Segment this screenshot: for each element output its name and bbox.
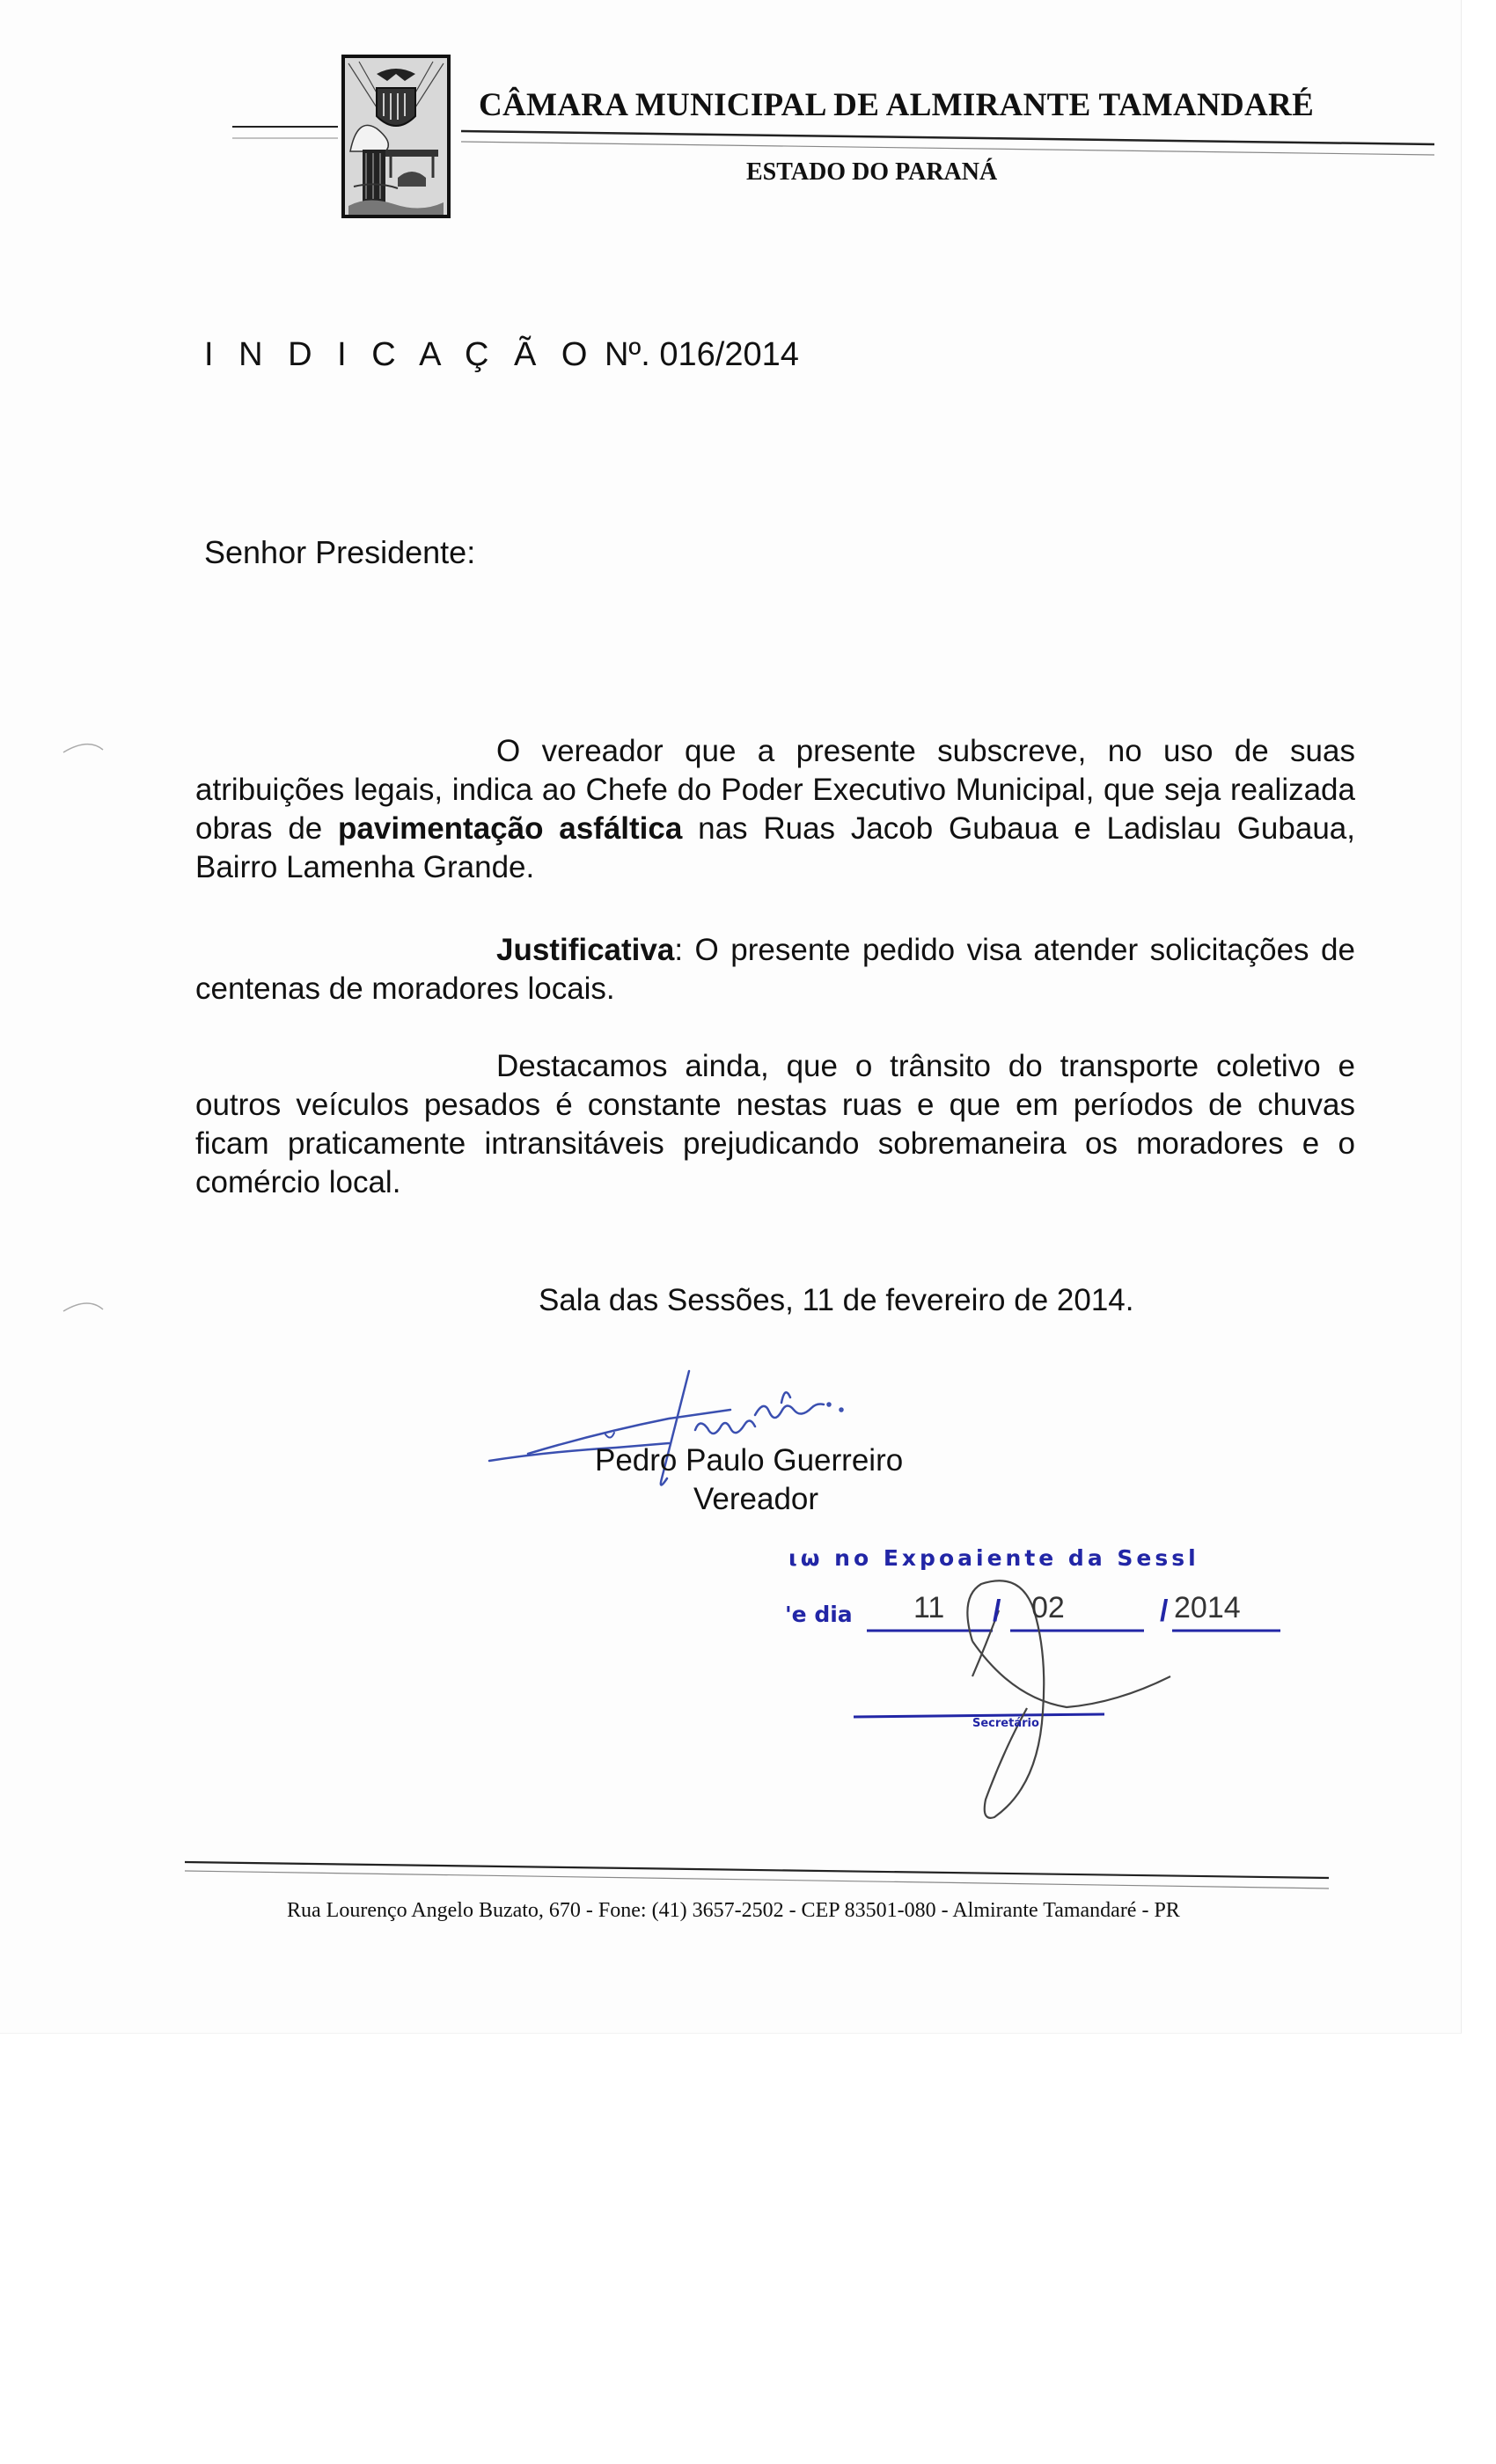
stamp-heading: ιω no Expoaiente da Sessl: [788, 1545, 1199, 1571]
salutation: Senhor Presidente:: [204, 534, 476, 570]
stamp-day: 11: [913, 1591, 945, 1624]
institution-name: CÂMARA MUNICIPAL DE ALMIRANTE TAMANDARÉ: [479, 87, 1315, 123]
stamp-year: 2014: [1174, 1591, 1241, 1624]
justification-label: Justificativa: [496, 933, 675, 967]
paragraph-additional-text: Destacamos ainda, que o trânsito do transporte coletivo e outros veículos pesados é constante nestas ruas e que em períodos de chuvas ficam praticamente intransitáveis prejudicando sobremaneira os moradores e o comércio local.: [195, 1049, 1355, 1199]
closing-date-line: Sala das Sessões, 11 de fevereiro de 2014.: [539, 1283, 1134, 1317]
paragraph-request-text-end: nas Ruas Jacob Gubaua e Ladislau Gubaua, Bairro Lamenha Grande.: [195, 811, 1355, 884]
paragraph-additional: [195, 1047, 1355, 1202]
paragraph-request-text-start: O vereador que a presente subscreve, no uso de suas atribuições legais, indica ao Chefe do Poder Executivo Municipal, que seja realizada obras de: [195, 734, 1355, 846]
state-name: ESTADO DO PARANÁ: [746, 158, 998, 186]
footer-address: Rua Lourenço Angelo Buzato, 670 - Fone: (41) 3657-2502 - CEP 83501-080 - Almirante Tamandaré - PR: [287, 1899, 1180, 1922]
signer-name: Pedro Paulo Guerreiro: [595, 1443, 904, 1478]
stamp-signature-label: Secretário: [972, 1717, 1039, 1730]
justification-text: : O presente pedido visa atender solicitações de centenas de moradores locais.: [195, 933, 1355, 1006]
document-title: [204, 336, 799, 374]
stamp-month: 02: [1031, 1591, 1065, 1624]
stamp-day-prefix: 'e dia: [785, 1602, 853, 1627]
stamp-date: [845, 1591, 1285, 1630]
coat-of-arms-icon: [341, 55, 451, 218]
paragraph-request: [195, 732, 1355, 887]
stamp-separator: /: [993, 1595, 1001, 1628]
document-type: I N D I C A Ç Ã O: [204, 336, 596, 373]
signer-role: Vereador: [693, 1482, 819, 1516]
paragraph-justification: [195, 931, 1355, 1008]
paragraph-request-emphasis: pavimentação asfáltica: [338, 811, 683, 846]
stamp-separator: /: [1160, 1595, 1169, 1628]
document-number: Nº. 016/2014: [604, 336, 799, 373]
